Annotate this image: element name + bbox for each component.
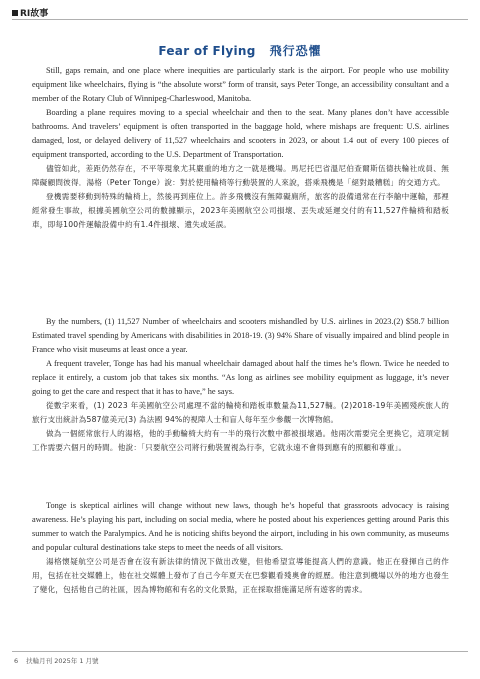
title-chinese: 飛行恐懼 — [269, 44, 322, 58]
paragraph-en: A frequent traveler, Tonge has had his manual wheelchair damaged about half the times he’s flown. Twice he needed to replace it entirely, a custom job that takes six months. “As long as airlines see mobility equipment as luggage, it’s never going to get the care and respect that it has to have,” he says. — [32, 359, 449, 396]
section-tag — [12, 6, 48, 19]
article-section-3 — [32, 499, 449, 597]
paragraph-zh: 登機需要移動到特殊的輪椅上，然後再到座位上。許多飛機沒有無障礙廁所，旅客的設備通常在行李艙中運輸，那裡經常發生事故，根據美國航空公司的數據顯示，2023年美國航空公司損壞、丟失或延遲交付的有11,527件輪椅和踏板車，即每100件運輸設備中約有1.4件損壞、遺失或延誤。 — [32, 192, 449, 229]
article-section-1 — [32, 64, 449, 232]
paragraph-en: Still, gaps remain, and one place where inequities are particularly stark is the airport. For people who use mobility equipment like wheelchairs, flying is “the absolute worst” form of transit, says Peter Tonge, an accessibility consultant and a member of the Rotary Club of Winnipeg-Charleswood, Manitoba. — [32, 66, 449, 103]
square-bullet-icon — [12, 10, 18, 16]
paragraph-en: By the numbers, (1) 11,527 Number of wheelchairs and scooters mishandled by U.S. airlines in 2023.(2) $58.7 billion Estimated travel spending by Americans with disabilities in 2018-19. (3) 94% Share of visually impaired and blind people in France who visit museums at least once a year. — [32, 317, 449, 354]
publication-issue: 扶輪月刊 2025年 1 月號 — [26, 657, 99, 665]
header-divider — [12, 19, 468, 20]
paragraph-zh: 儘管如此，差距仍然存在，不平等現象尤其嚴重的地方之一就是機場。馬尼托巴省溫尼伯查爾斯伍德扶輪社成員、無障礙顧問彼得．湯格（Peter Tonge）說：對於使用輪椅等行動裝置的人來說，搭乘飛機是「絕對最糟糕」的交通方式。 — [32, 164, 449, 187]
title-english: Fear of Flying — [158, 44, 256, 58]
page-footer — [12, 651, 468, 669]
footer-divider — [12, 651, 468, 652]
footer-text — [14, 656, 99, 665]
article-section-2 — [32, 315, 449, 455]
page-number: 6 — [14, 657, 19, 665]
paragraph-zh: 湯格懷疑航空公司是否會在沒有新法律的情況下做出改變，但他希望宣導能提高人們的意識。他正在發揮自己的作用，包括在社交媒體上，他在社交媒體上發布了自己今年夏天在巴黎觀看殘奧會的經歷。他注意到機場以外的地方也發生了變化，包括他自己的社區，因為博物館和有名的文化景點，正在採取措施滿足所有遊客的需求。 — [32, 557, 449, 594]
paragraph-zh: 做為一個經常旅行人的湯格，他的手動輪椅大約有一半的飛行次數中都被損壞過。他兩次需要完全更換它，這項定制工作需要六個月的時間。他說：「只要航空公司將行動裝置視為行李，它就永遠不會得到應有的照顧和尊重」。 — [32, 429, 449, 452]
article-title — [0, 42, 480, 60]
page-header — [0, 0, 480, 22]
paragraph-en: Boarding a plane requires moving to a special wheelchair and then to the seat. Many planes don’t have accessible bathrooms. And travelers’ equipment is often transported in the baggage hold, where mishaps are frequent: U.S. airlines damaged, lost, or delayed delivery of 11,527 wheelchairs and scooters in 2023, or about 1.4 out of every 100 pieces of equipment transported, according to the U.S. Department of Transportation. — [32, 108, 449, 159]
section-tag-label: RI故事 — [20, 9, 49, 19]
paragraph-zh: 從數字來看，(1) 2023 年美國航空公司處理不當的輪椅和踏板車數量為11,527輛。(2)2018-19年美國殘疾旅人的旅行支出統計為587億美元(3) 為法國 94%的視障人士和盲人每年至少參觀一次博物館。 — [32, 401, 449, 424]
paragraph-en: Tonge is skeptical airlines will change without new laws, though he’s hopeful that grassroots advocacy is raising awareness. He’s playing his part, including on social media, where he posted about his experiences getting around Paris this summer to watch the Paralympics. And he is noticing shifts beyond the airport, including in his own community, as museums and popular cultural destinations take steps to meet the needs of all visitors. — [32, 501, 449, 552]
